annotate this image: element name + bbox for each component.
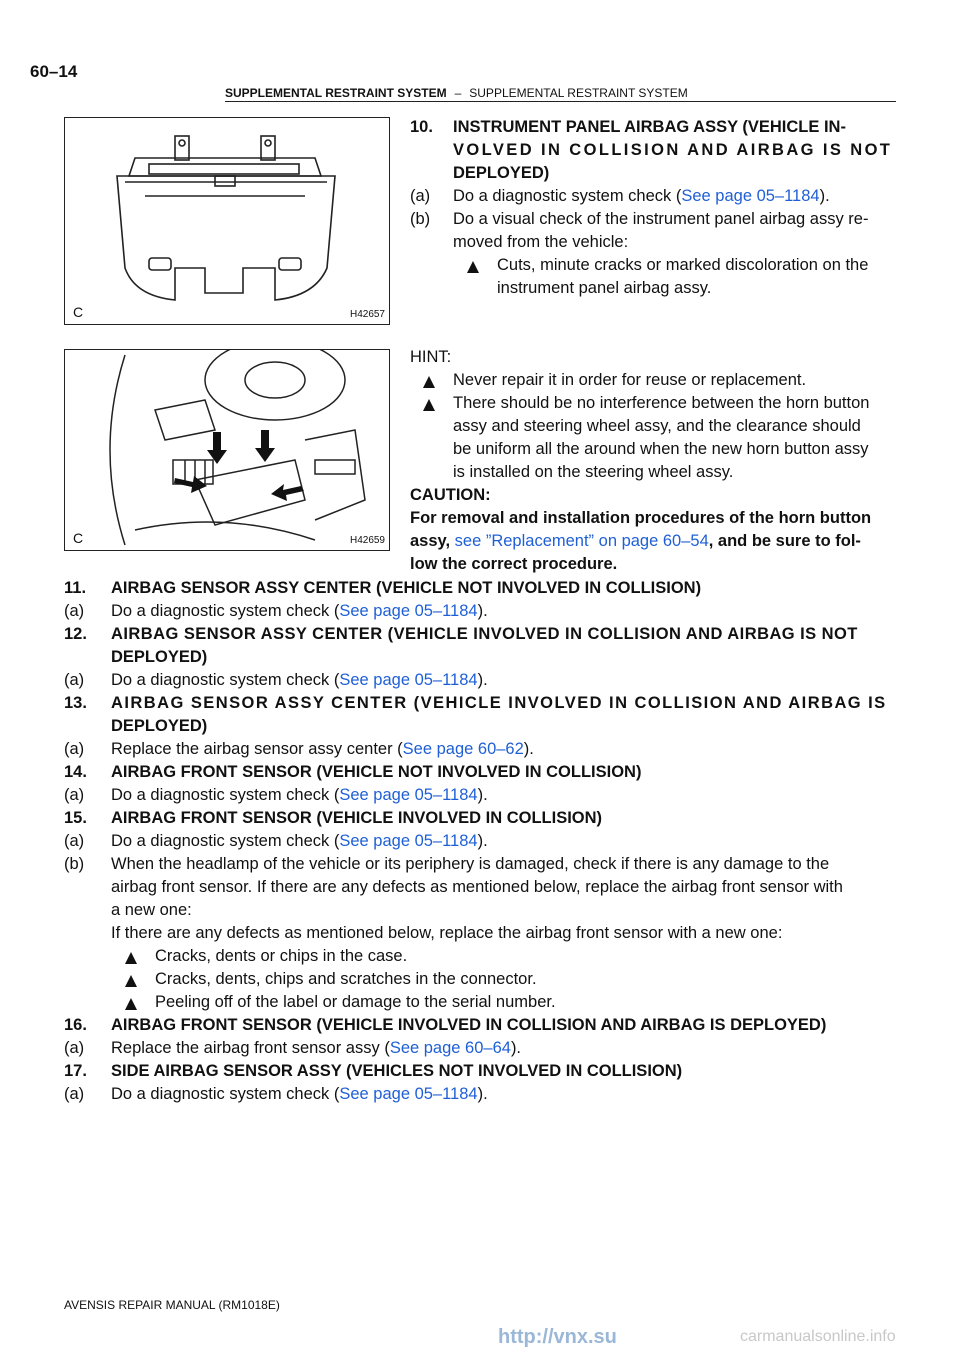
step-11-a xyxy=(111,600,488,622)
step-15-b-line1: When the headlamp of the vehicle or its periphery is damaged, check if there is any damage to the xyxy=(111,855,830,873)
caution-text: assy, xyxy=(410,532,455,550)
replacement-link[interactable]: see ”Replacement” on page 60–54 xyxy=(454,532,709,550)
page-link[interactable]: See page 60–62 xyxy=(402,740,524,758)
step-15-b-line4: If there are any defects as mentioned below, replace the airbag front sensor with a new one: xyxy=(111,924,783,942)
step-text: Replace the airbag sensor assy center ( xyxy=(111,740,403,758)
step-10-b-label: (b) xyxy=(410,210,431,228)
step-text-end: ). xyxy=(819,187,830,205)
step-12-number: 12. xyxy=(64,625,87,643)
figure-id: H42659 xyxy=(349,535,385,546)
steering-wheel-illustration xyxy=(65,350,389,550)
step-text: Do a diagnostic system check ( xyxy=(111,832,340,850)
page-link[interactable]: See page 05–1184 xyxy=(339,786,478,804)
page-link[interactable]: See page 05–1184 xyxy=(339,832,478,850)
hint-bullet2-line3: be uniform all the around when the new horn button assy xyxy=(453,440,869,458)
step-10-title-line1: INSTRUMENT PANEL AIRBAG ASSY (VEHICLE IN- xyxy=(453,118,846,136)
bullet-icon xyxy=(423,395,435,417)
figure-id: H42657 xyxy=(349,309,385,320)
step-15-title: AIRBAG FRONT SENSOR (VEHICLE INVOLVED IN COLLISION) xyxy=(111,809,603,827)
airbag-assy-illustration xyxy=(65,118,389,324)
page-link[interactable]: See page 60–64 xyxy=(389,1039,511,1057)
step-12-a-label: (a) xyxy=(64,671,85,689)
hint-bullet2-line2: assy and steering wheel assy, and the clearance should xyxy=(453,417,861,435)
bullet-icon xyxy=(125,948,137,970)
figure-letter: C xyxy=(73,530,84,546)
step-10-title-line3: DEPLOYED) xyxy=(453,164,550,182)
bullet-icon xyxy=(467,257,479,279)
step-15-a xyxy=(111,830,488,852)
step-11-number: 11. xyxy=(64,579,87,597)
step-14-number: 14. xyxy=(64,763,87,781)
step-text-end: ). xyxy=(477,671,488,689)
page-link[interactable]: See page 05–1184 xyxy=(339,1085,478,1103)
caution-line2 xyxy=(410,530,861,552)
hint-bullet1: Never repair it in order for reuse or replacement. xyxy=(453,371,807,389)
step-text-end: ). xyxy=(477,602,488,620)
bullet-icon xyxy=(125,971,137,993)
step-13-title-line1: AIRBAG SENSOR ASSY CENTER (VEHICLE INVOLVED IN COLLISION AND AIRBAG IS xyxy=(111,694,887,712)
step-15-b-label: (b) xyxy=(64,855,85,873)
step-16-number: 16. xyxy=(64,1016,87,1034)
step-15-bullet3: Peeling off of the label or damage to the serial number. xyxy=(155,993,556,1011)
step-10-title-line2: VOLVED IN COLLISION AND AIRBAG IS NOT xyxy=(453,141,893,159)
page-link[interactable]: See page 05–1184 xyxy=(339,671,478,689)
hint-bullet2-line1: There should be no interference between the horn button xyxy=(453,394,870,412)
step-text-end: ). xyxy=(477,832,488,850)
step-text: Replace the airbag front sensor assy ( xyxy=(111,1039,390,1057)
step-13-number: 13. xyxy=(64,694,87,712)
step-17-a xyxy=(111,1083,488,1105)
caution-line1: For removal and installation procedures of the horn button xyxy=(410,509,872,527)
step-15-number: 15. xyxy=(64,809,87,827)
step-text: Do a diagnostic system check ( xyxy=(111,786,340,804)
page-link[interactable]: See page 05–1184 xyxy=(339,602,478,620)
page-link[interactable]: See page 05–1184 xyxy=(681,187,820,205)
step-11-a-label: (a) xyxy=(64,602,85,620)
step-14-a-label: (a) xyxy=(64,786,85,804)
step-10-a-label: (a) xyxy=(410,187,431,205)
step-15-b-line2: airbag front sensor. If there are any defects as mentioned below, replace the airbag front sensor with xyxy=(111,878,843,896)
step-13-a-label: (a) xyxy=(64,740,85,758)
footer-manual-title: AVENSIS REPAIR MANUAL (RM1018E) xyxy=(64,1298,280,1312)
step-text-end: ). xyxy=(523,740,534,758)
bullet-icon xyxy=(125,994,137,1016)
step-17-a-label: (a) xyxy=(64,1085,85,1103)
step-text-end: ). xyxy=(510,1039,522,1057)
step-text: Do a diagnostic system check ( xyxy=(111,602,340,620)
step-12-title-line2: DEPLOYED) xyxy=(111,648,208,666)
caution-label: CAUTION: xyxy=(410,486,491,504)
figure-instrument-panel-airbag xyxy=(64,117,390,325)
caution-line3: low the correct procedure. xyxy=(410,555,618,573)
step-12-a xyxy=(111,669,488,691)
step-15-bullet1: Cracks, dents or chips in the case. xyxy=(155,947,408,965)
step-11-title: AIRBAG SENSOR ASSY CENTER (VEHICLE NOT INVOLVED IN COLLISION) xyxy=(111,579,702,597)
hint-label: HINT: xyxy=(410,348,452,366)
step-13-title-line2: DEPLOYED) xyxy=(111,717,208,735)
step-text: Do a diagnostic system check ( xyxy=(111,1085,340,1103)
step-10-bullet-line2: instrument panel airbag assy. xyxy=(497,279,712,297)
step-10-b-line2: moved from the vehicle: xyxy=(453,233,629,251)
header-separator: – xyxy=(454,86,462,100)
step-14-a xyxy=(111,784,488,806)
step-15-bullet2: Cracks, dents, chips and scratches in the connector. xyxy=(155,970,537,988)
watermark-site: carmanualsonline.info xyxy=(740,1328,896,1345)
step-13-a xyxy=(111,738,534,760)
step-15-b-line3: a new one: xyxy=(111,901,192,919)
step-text-end: ). xyxy=(477,1085,488,1103)
page-number: 60–14 xyxy=(30,62,78,81)
step-16-title: AIRBAG FRONT SENSOR (VEHICLE INVOLVED IN COLLISION AND AIRBAG IS DEPLOYED) xyxy=(111,1016,827,1034)
hint-bullet2-line4: is installed on the steering wheel assy. xyxy=(453,463,734,481)
step-text: Do a diagnostic system check ( xyxy=(111,671,340,689)
running-header xyxy=(225,86,688,100)
step-16-a-label: (a) xyxy=(64,1039,85,1057)
step-text-end: ). xyxy=(477,786,488,804)
step-15-a-label: (a) xyxy=(64,832,85,850)
step-10-b-line1: Do a visual check of the instrument panel airbag assy re- xyxy=(453,210,869,228)
section-title: SUPPLEMENTAL RESTRAINT SYSTEM xyxy=(469,86,688,100)
step-17-number: 17. xyxy=(64,1062,87,1080)
bullet-icon xyxy=(423,372,435,394)
step-10-a xyxy=(453,185,830,207)
step-10-bullet-line1: Cuts, minute cracks or marked discoloration on the xyxy=(497,256,869,274)
step-17-title: SIDE AIRBAG SENSOR ASSY (VEHICLES NOT INVOLVED IN COLLISION) xyxy=(111,1062,683,1080)
step-14-title: AIRBAG FRONT SENSOR (VEHICLE NOT INVOLVED IN COLLISION) xyxy=(111,763,642,781)
figure-letter: C xyxy=(73,304,84,320)
section-title-bold: SUPPLEMENTAL RESTRAINT SYSTEM xyxy=(225,86,447,100)
step-text: Do a diagnostic system check ( xyxy=(453,187,682,205)
watermark-link[interactable]: http://vnx.su xyxy=(498,1326,617,1348)
step-10-number: 10. xyxy=(410,118,433,136)
caution-text-end: , and be sure to fol- xyxy=(708,532,861,550)
step-16-a xyxy=(111,1037,521,1059)
figure-steering-wheel xyxy=(64,349,390,551)
step-12-title-line1: AIRBAG SENSOR ASSY CENTER (VEHICLE INVOLVED IN COLLISION AND AIRBAG IS NOT xyxy=(111,625,858,643)
header-rule xyxy=(225,101,896,102)
